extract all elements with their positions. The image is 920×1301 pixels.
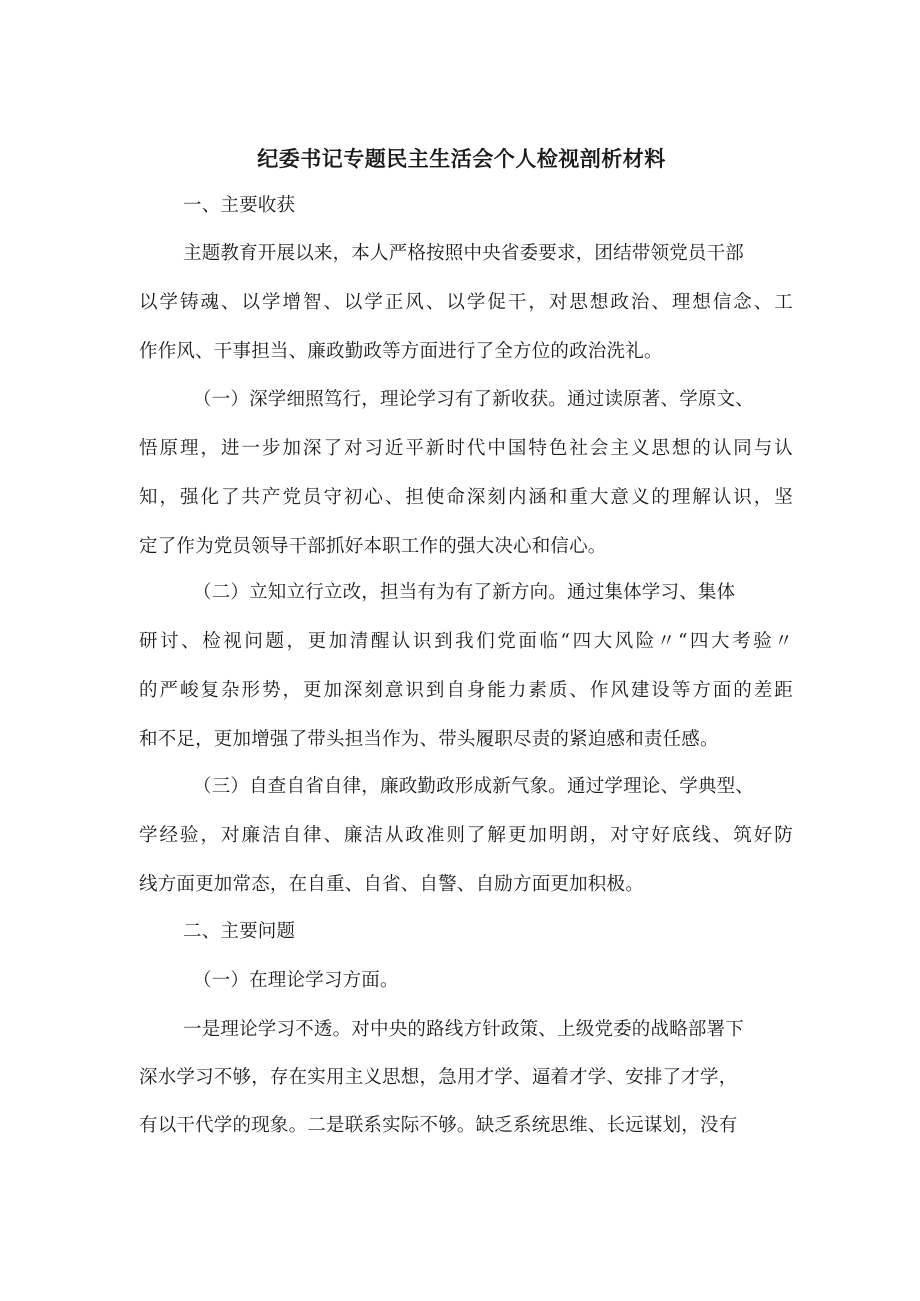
- document-title: 纪委书记专题民主生活会个人检视剖析材料: [257, 147, 666, 171]
- paragraph-line: 定了作为党员领导干部抓好本职工作的强大决心和信心。: [139, 536, 607, 557]
- section-heading-main-gains: 一、主要收获: [183, 195, 296, 216]
- paragraph-line: 以学铸魂、以学增智、以学正风、以学促干，对思想政治、理想信念、工: [139, 292, 793, 313]
- paragraph-line: （三）自查自省自律，廉政勤政形成新气象。通过学理论、学典型、: [193, 776, 755, 797]
- paragraph-line: 深水学习不够，存在实用主义思想，急用才学、逼着才学、安排了才学，: [139, 1067, 738, 1088]
- paragraph-line: 和不足，更加增强了带头担当作为、带头履职尽责的紧迫感和责任感。: [139, 729, 719, 750]
- paragraph-line: 有以干代学的现象。二是联系实际不够。缺乏系统思维、长远谋划，没有: [139, 1115, 738, 1136]
- paragraph-line: 研讨、检视问题，更加清醒认识到我们党面临“四大风险〃“四大考验〃: [139, 631, 793, 652]
- paragraph-line: 知，强化了共产党员守初心、担使命深刻内涵和重大意义的理解认识，坚: [139, 487, 793, 508]
- paragraph-line: （二）立知立行立改，担当有为有了新方向。通过集体学习、集体: [193, 582, 736, 603]
- paragraph-line: 主题教育开展以来，本人严格按照中央省委要求，团结带领党员干部: [183, 243, 745, 264]
- subsection-heading: （一）在理论学习方面。: [193, 970, 399, 991]
- paragraph-line: 作作风、干事担当、廉政勤政等方面进行了全方位的政治洗礼。: [139, 341, 663, 362]
- paragraph-line: 线方面更加常态，在自重、自省、自警、自励方面更加积极。: [139, 874, 644, 895]
- paragraph-line: 学经验，对廉洁自律、廉洁从政准则了解更加明朗，对守好底线、筑好防: [139, 825, 793, 846]
- paragraph-line: 一是理论学习不透。对中央的路线方针政策、上级党委的战略部署下: [183, 1019, 745, 1040]
- paragraph-line: 悟原理，进一步加深了对习近平新时代中国特色社会主义思想的认同与认: [139, 438, 793, 459]
- paragraph-line: （一）深学细照笃行，理论学习有了新收获。通过读原著、学原文、: [193, 389, 755, 410]
- paragraph-line: 的严峻复杂形势，更加深刻意识到自身能力素质、作风建设等方面的差距: [139, 680, 793, 701]
- section-heading-main-problems: 二、主要问题: [183, 921, 296, 942]
